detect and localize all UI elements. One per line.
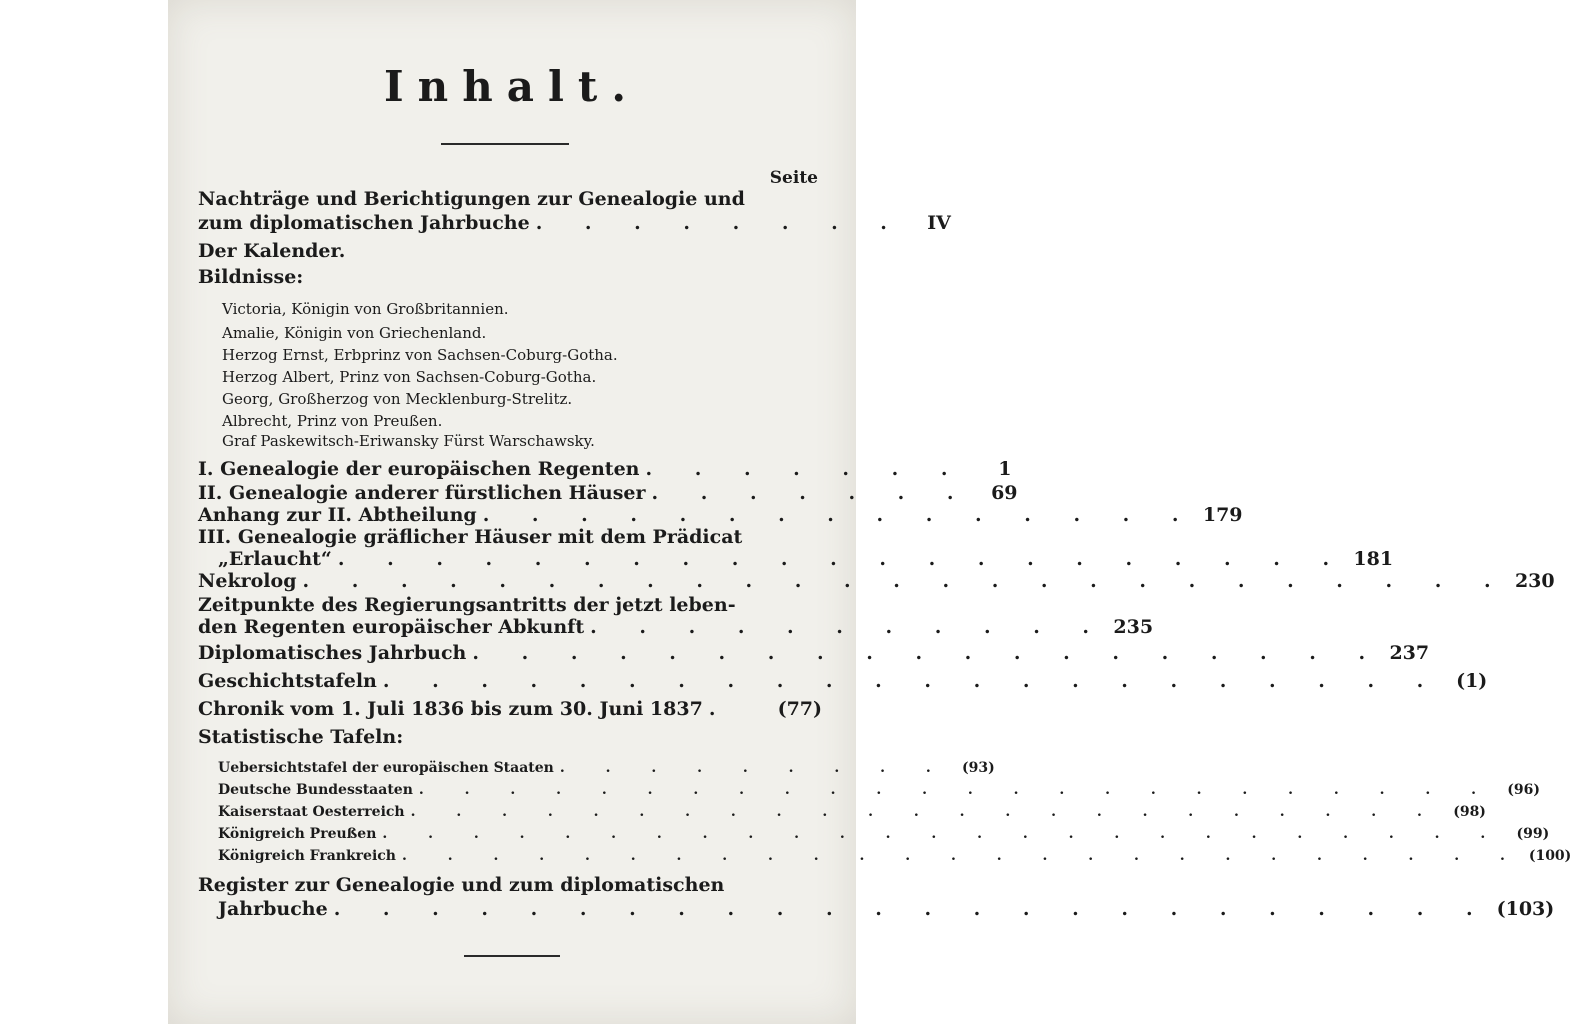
toc-entry-genealogie-1: I. Genealogie der europäischen Regenten . . . . . . . 1 (198, 458, 1012, 480)
page-number: 69 (991, 482, 1018, 504)
statistic-table-item: Königreich Frankreich . . . . . . . . . . . . . . . . . . . . . . . . . (100) (218, 848, 1571, 864)
page-number: 230 (1514, 570, 1555, 592)
toc-entry-kalender: Der Kalender. (198, 240, 346, 262)
page-number: (93) (961, 760, 995, 776)
toc-entry-register-line2: Jahrbuche . . . . . . . . . . . . . . . . . . . . . . . . (103) (218, 898, 1555, 920)
page-number: (100) (1528, 848, 1571, 864)
portrait-item: Amalie, Königin von Griechenland. (222, 324, 487, 342)
toc-entry-genealogie-3-line2: „Erlaucht“ . . . . . . . . . . . . . . . . . . . . . 181 (218, 548, 1394, 570)
toc-entry-statistische-tafeln: Statistische Tafeln: (198, 726, 404, 748)
toc-entry-diplomatisches-jahrbuch: Diplomatisches Jahrbuch . . . . . . . . . . . . . . . . . . . 237 (198, 642, 1430, 664)
page-number: (98) (1453, 804, 1486, 820)
page-number: 237 (1389, 642, 1430, 664)
toc-entry-register-line1: Register zur Genealogie und zum diplomatischen (198, 874, 725, 896)
toc-entry-zeitpunkte-line2: den Regenten europäischer Abkunft . . . . . . . . . . . 235 (198, 616, 1154, 638)
toc-entry-genealogie-2: II. Genealogie anderer fürstlichen Häuser . . . . . . . 69 (198, 482, 1018, 504)
toc-entry-nekrolog: Nekrolog . . . . . . . . . . . . . . . . . . . . . . . . . 230 (198, 570, 1555, 592)
seite-header: Seite (769, 168, 818, 188)
page-number: (1) (1456, 670, 1488, 692)
page-number: 181 (1353, 548, 1394, 570)
statistic-table-item: Uebersichtstafel der europäischen Staaten . . . . . . . . . (93) (218, 760, 995, 776)
toc-entry-chronik: Chronik vom 1. Juli 1836 bis zum 30. Juni 1837 . (77) (198, 698, 822, 720)
statistic-table-item: Königreich Preußen . . . . . . . . . . . . . . . . . . . . . . . . . (99) (218, 826, 1550, 842)
toc-entry-geschichtstafeln: Geschichtstafeln . . . . . . . . . . . . . . . . . . . . . . (1) (198, 670, 1488, 692)
statistic-table-item: Deutsche Bundesstaaten . . . . . . . . . . . . . . . . . . . . . . . . (96) (218, 782, 1540, 798)
page-number: 179 (1202, 504, 1243, 526)
closing-divider (464, 955, 560, 957)
page-number: (96) (1507, 782, 1540, 798)
page-number: (77) (777, 698, 822, 720)
page-number: 1 (998, 458, 1012, 480)
toc-entry-genealogie-3-line1: III. Genealogie gräflicher Häuser mit dem Prädicat (198, 526, 743, 548)
portrait-item: Herzog Ernst, Erbprinz von Sachsen-Coburg-Gotha. (222, 346, 618, 364)
toc-entry-nachtraege-line2: zum diplomatischen Jahrbuche . . . . . . . . IV (198, 212, 951, 234)
title-divider (441, 143, 569, 145)
portrait-item: Victoria, Königin von Großbritannien. (222, 300, 509, 318)
page-number: (103) (1496, 898, 1555, 920)
page-number: 235 (1113, 616, 1154, 638)
toc-entry-bildnisse: Bildnisse: (198, 266, 304, 288)
portrait-item: Albrecht, Prinz von Preußen. (222, 412, 443, 430)
toc-entry-zeitpunkte-line1: Zeitpunkte des Regierungsantritts der jetzt leben- (198, 594, 736, 616)
toc-entry-anhang: Anhang zur II. Abtheilung . . . . . . . . . . . . . . . 179 (198, 504, 1243, 526)
page-title: Inhalt. (384, 62, 640, 111)
portrait-item: Graf Paskewitsch-Eriwansky Fürst Warschawsky. (222, 432, 595, 450)
statistic-table-item: Kaiserstaat Oesterreich . . . . . . . . . . . . . . . . . . . . . . . (98) (218, 804, 1486, 820)
page-number: IV (927, 212, 951, 234)
toc-entry-nachtraege-line1: Nachträge und Berichtigungen zur Genealogie und (198, 188, 745, 210)
page-number: (99) (1516, 826, 1550, 842)
portrait-item: Georg, Großherzog von Mecklenburg-Strelitz. (222, 390, 573, 408)
portrait-item: Herzog Albert, Prinz von Sachsen-Coburg-Gotha. (222, 368, 597, 386)
